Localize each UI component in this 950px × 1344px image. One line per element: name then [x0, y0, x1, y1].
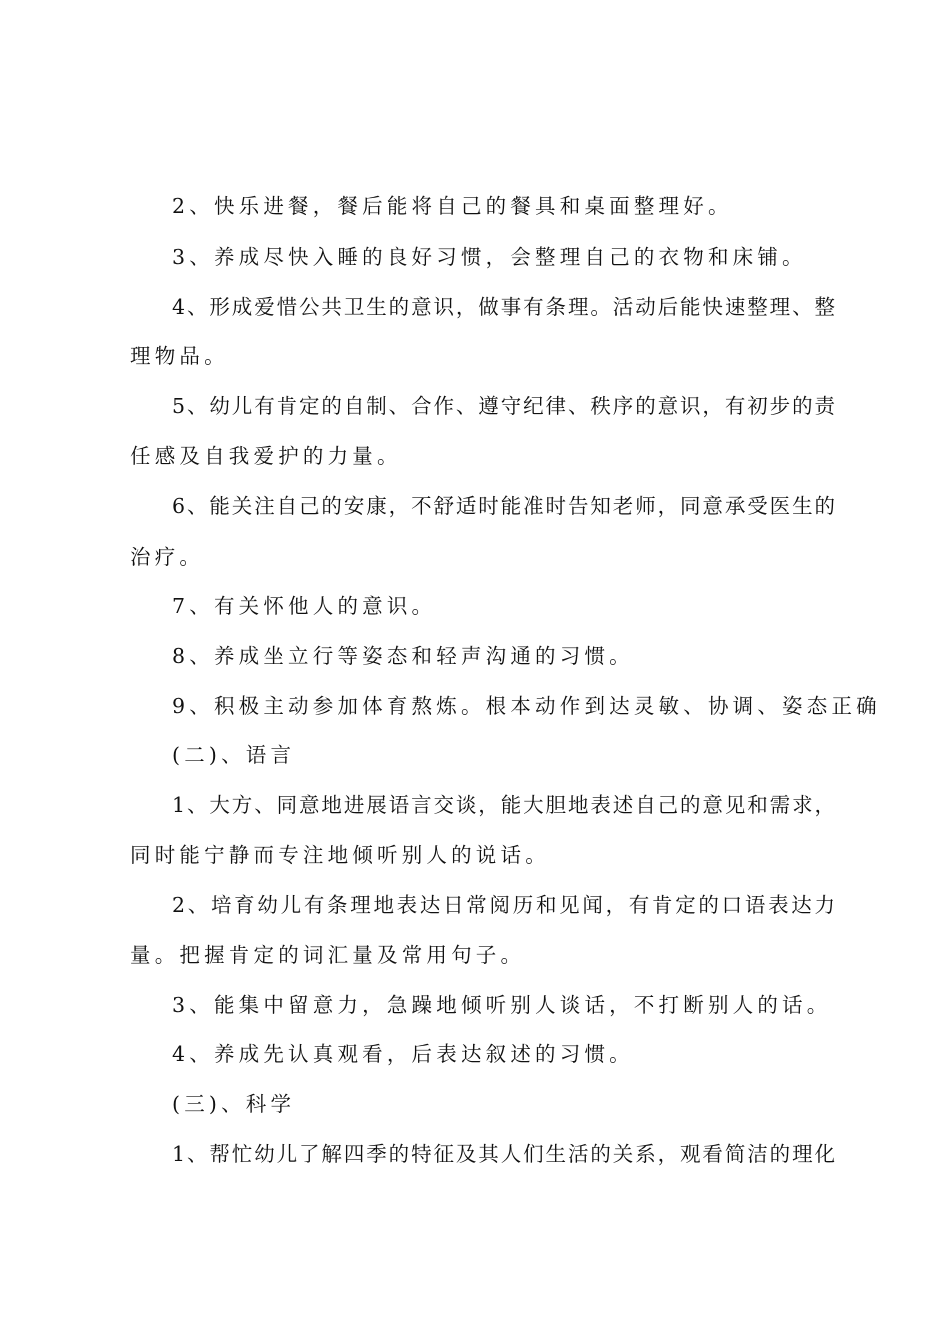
paragraph-line: 理物品。 [130, 344, 229, 368]
paragraph-line: 6、能关注自己的安康，不舒适时能准时告知老师，同意承受医生的 [172, 494, 835, 518]
paragraph-line: 1、帮忙幼儿了解四季的特征及其人们生活的关系，观看简洁的理化 [172, 1142, 835, 1166]
paragraph-line: 2、培育幼儿有条理地表达日常阅历和见闻，有肯定的口语表达力 [172, 893, 835, 917]
paragraph-line: 8、养成坐立行等姿态和轻声沟通的习惯。 [172, 644, 634, 668]
paragraph-line: 量。把握肯定的词汇量及常用句子。 [130, 943, 526, 967]
section-heading: (二)、语言 [172, 743, 296, 767]
paragraph-line: 3、能集中留意力，急躁地倾听别人谈话，不打断别人的话。 [172, 993, 832, 1017]
paragraph-line: 9、积极主动参加体育熬炼。根本动作到达灵敏、协调、姿态正确 [172, 694, 881, 718]
paragraph-line: 2、快乐进餐，餐后能将自己的餐具和桌面整理好。 [172, 194, 733, 218]
paragraph-line: 4、形成爱惜公共卫生的意识，做事有条理。活动后能快速整理、整 [172, 295, 835, 319]
paragraph-line: 同时能宁静而专注地倾听别人的说话。 [130, 843, 550, 867]
paragraph-line: 1、大方、同意地进展语言交谈，能大胆地表述自己的意见和需求， [172, 793, 835, 817]
paragraph-line: 3、养成尽快入睡的良好习惯，会整理自己的衣物和床铺。 [172, 245, 807, 269]
paragraph-line: 5、幼儿有肯定的自制、合作、遵守纪律、秩序的意识，有初步的责 [172, 394, 835, 418]
section-heading: (三)、科学 [172, 1092, 296, 1116]
paragraph-line: 4、养成先认真观看，后表达叙述的习惯。 [172, 1042, 634, 1066]
paragraph-line: 任感及自我爱护的力量。 [130, 444, 402, 468]
paragraph-line: 治疗。 [130, 545, 205, 569]
paragraph-line: 7、有关怀他人的意识。 [172, 594, 437, 618]
